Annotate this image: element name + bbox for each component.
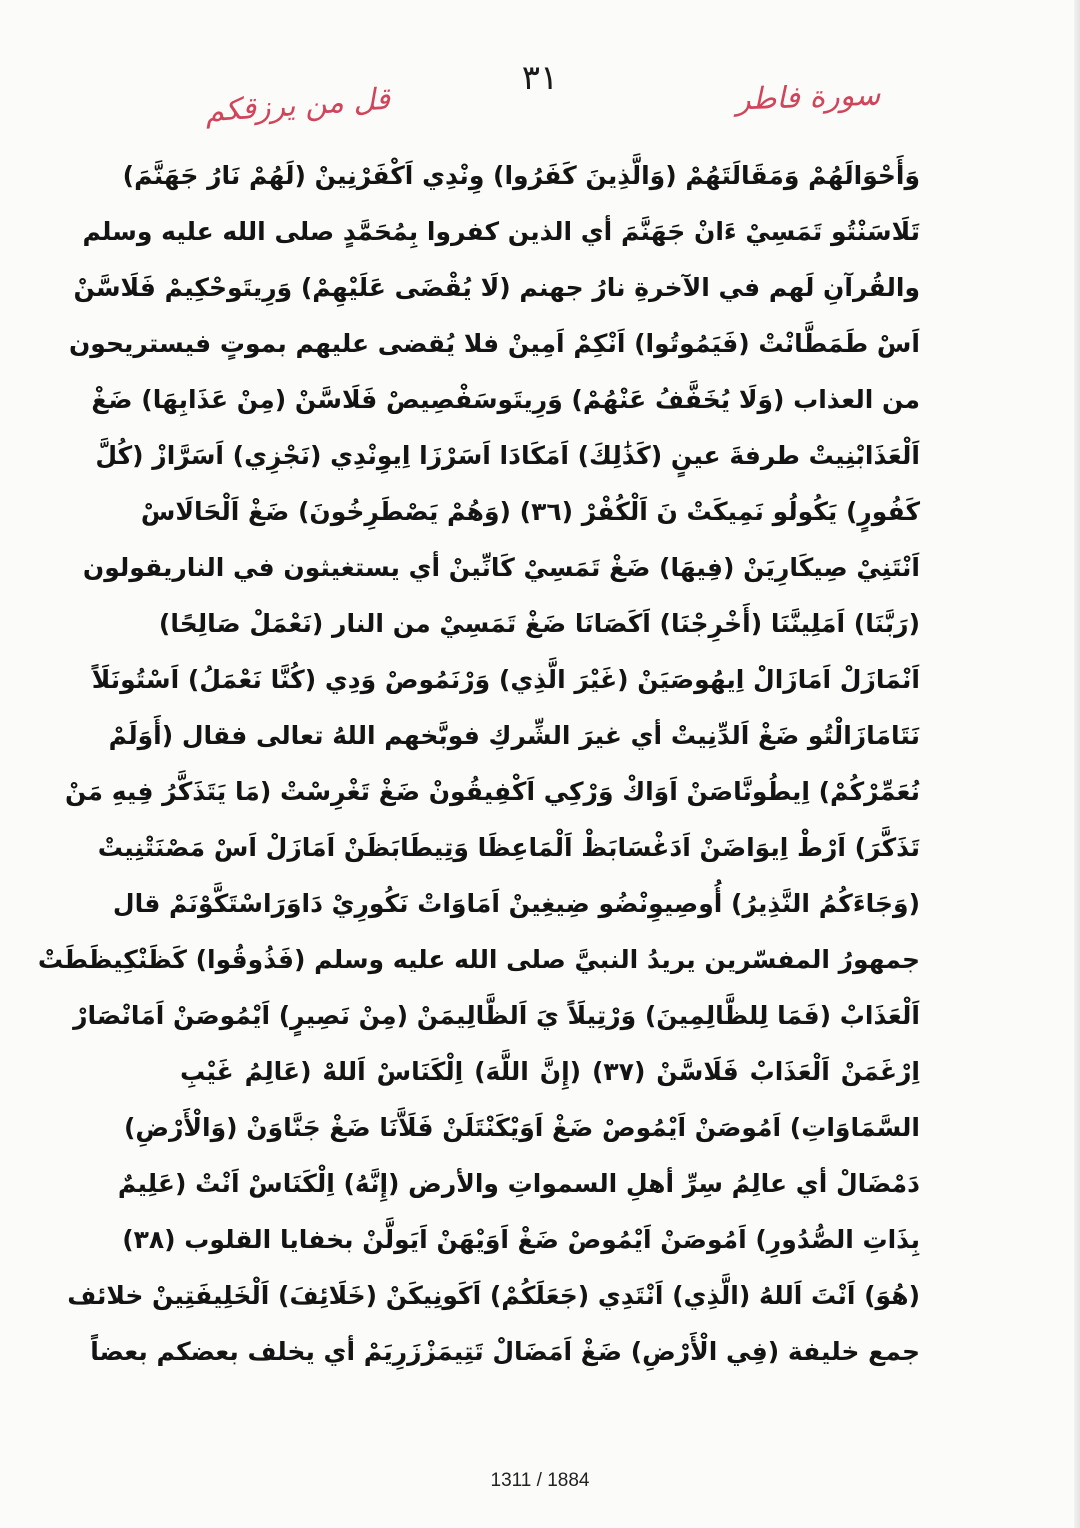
text-line: من العذاب (وَلَا يُخَفَّفُ عَنْهُمْ) وَرِيتَوسَفْصِيصْ فَلَاسَّنْ (مِنْ عَذَابِهَا) ضَغْ: [91, 385, 920, 414]
text-line: اَنْتَنِيْ صِيكَارِيَنْ (فِيهَا) ضَغْ تَمَسِيْ كَانِّينْ أي يستغيثون في الناريقولون: [82, 553, 920, 582]
text-line: اِرْغَمَنْ اَلْعَذَابْ فَلَاسَّنْ (٣٧) (إِنَّ اللَّهَ) اِلْكَنَاسْ اَللهْ (عَالِمُ غَيْبِ: [180, 1057, 920, 1086]
text-line: بِذَاتِ الصُّدُورِ) اَمُوصَنْ اَيْمُوصْ ضَغْ اَوَيْهَنْ اَيَولَّنْ بخفايا القلوب (٣٨): [122, 1225, 920, 1254]
page-edge-shadow: [1074, 0, 1080, 1528]
handwritten-surah-note: سورة فاطر: [735, 77, 881, 118]
text-line: جمهورُ المفسّرين يريدُ النبيَّ صلى الله عليه وسلم (فَذُوقُوا) كَظَنْكِيظَطَتْ: [37, 945, 920, 974]
text-line: وَأَحْوَالَهُمْ وَمَقَالَتَهُمْ (وَالَّذِينَ كَفَرُوا) وِنْدِي اَكْفَرْنِينْ (لَهُمْ نَارُ جَهَنَّمَ): [122, 161, 920, 190]
text-line: نَتَامَازَالْتُو ضَغْ اَلدِّنِيتْ أي غيرَ الشِّركِ فوبَّخهم اللهُ تعالى فقال (أَوَلَمْ: [108, 721, 920, 750]
text-line: (وَجَاءَكُمُ النَّذِيرُ) أُوصِيوِنْضُو ضِيغِينْ اَمَاوَاتْ نَكُورِيْ دَاوَرَاسْتَكَّوْنَمْ قال: [112, 889, 920, 918]
text-line: تَلَاسَنْتُو تَمَسِيْ ءَانْ جَهَنَّمَ أي الذين كفروا بِمُحَمَّدٍ صلى الله عليه وسلم: [82, 217, 920, 246]
text-line: اَلْعَذَابْنِيتْ طرفةَ عينٍ (كَذَٰلِكَ) اَمَكَادَا اَسَرْزَا اِيوِنْدِي (نَجْزِي) اَسَرَّازْ (كُلَّ: [95, 441, 920, 470]
text-line: تَذَكَّرَ) اَرْطْ اِيوَاضَنْ اَدَغْسَابَظْ اَلْمَاعِظَا وَتِيطَابَظَنْ اَمَازَلْ اَسْ مَصْنَتْنِيتْ: [97, 833, 920, 862]
text-line: والقُرآنِ لَهم في الآخرةِ نارُ جهنم (لَا يُقْضَى عَلَيْهِمْ) وَرِيتَوحْكِيمْ فَلَاسَّنْ: [73, 273, 920, 302]
text-line: (هُوَ) اَنْتَ اَللهُ (الَّذِي) اَنْتَدِي (جَعَلَكُمْ) اَكَونِيكَنْ (خَلَائِفَ) اَلْخَلِيفَتِينْ خلائف: [67, 1281, 920, 1310]
text-line: اَسْ طَمَطَّانْتْ (فَيَمُوتُوا) اَنْكِمْ اَمِينْ فلا يُقضى عليهم بموتٍ فيستريحون: [68, 329, 920, 358]
text-line: دَمْضَالْ أي عالِمُ سِرِّ أهلِ السمواتِ والأرض (إِنَّهُ) اِلْكَنَاسْ اَنْتْ (عَلِيمٌ: [117, 1169, 920, 1198]
text-line: السَّمَاوَاتِ) اَمُوصَنْ اَيْمُوصْ ضَغْ اَوَيْكَنْتَلَنْ فَلَاَّنَا ضَغْ جَنَّاوَنْ (وَالْأَرْضِ): [123, 1113, 920, 1142]
page-counter: 1311 / 1884: [490, 1470, 590, 1491]
text-line: كَفُورٍ) يَكُولُو نَمِيكَتْ نَ اَلْكُفْرْ (٣٦) (وَهُمْ يَصْطَرِخُونَ) ضَغْ اَلْحَالَاسْ: [140, 497, 920, 526]
commentary-text: [37, 148, 920, 1380]
text-line: (رَبَّنَا) اَمَلِينَّنَا (أَخْرِجْنَا) اَكَصَانَا ضَغْ تَمَسِيْ من النار (نَعْمَلْ صَالِحًا): [158, 609, 920, 638]
text-line: اَلْعَذَابْ (فَمَا لِلظَّالِمِينَ) وَرْتِيلَاً يَ اَلظَّالِيمَنْ (مِنْ نَصِيرٍ) اَيْمُوصَنْ اَمَانْصَارْ: [73, 1001, 920, 1030]
text-line: نُعَمِّرْكُمْ) اِيطُونَّاصَنْ اَوَاكْ وَرْكِي اَكْفِيقُونْ ضَغْ تَغْرِسْتْ (مَا يَتَذَكَّرُ فِيهِ مَنْ: [65, 777, 920, 806]
text-line: جمع خليفة (فِي الْأَرْضِ) ضَغْ اَمَضَالْ تَتِيمَزْزَرِيَمْ أي يخلف بعضكم بعضاً: [90, 1337, 920, 1366]
handwritten-verse-note: قل من يرزقكم: [204, 81, 392, 130]
text-line: اَنْمَازَلْ اَمَازَالْ اِيهُوصَيَنْ (غَيْرَ الَّذِي) وَرْنَمُوصْ وَدِي (كُنَّا نَعْمَلُ) اَسْتُونَلَاً: [91, 665, 920, 694]
page-number: ٣١: [521, 58, 559, 98]
